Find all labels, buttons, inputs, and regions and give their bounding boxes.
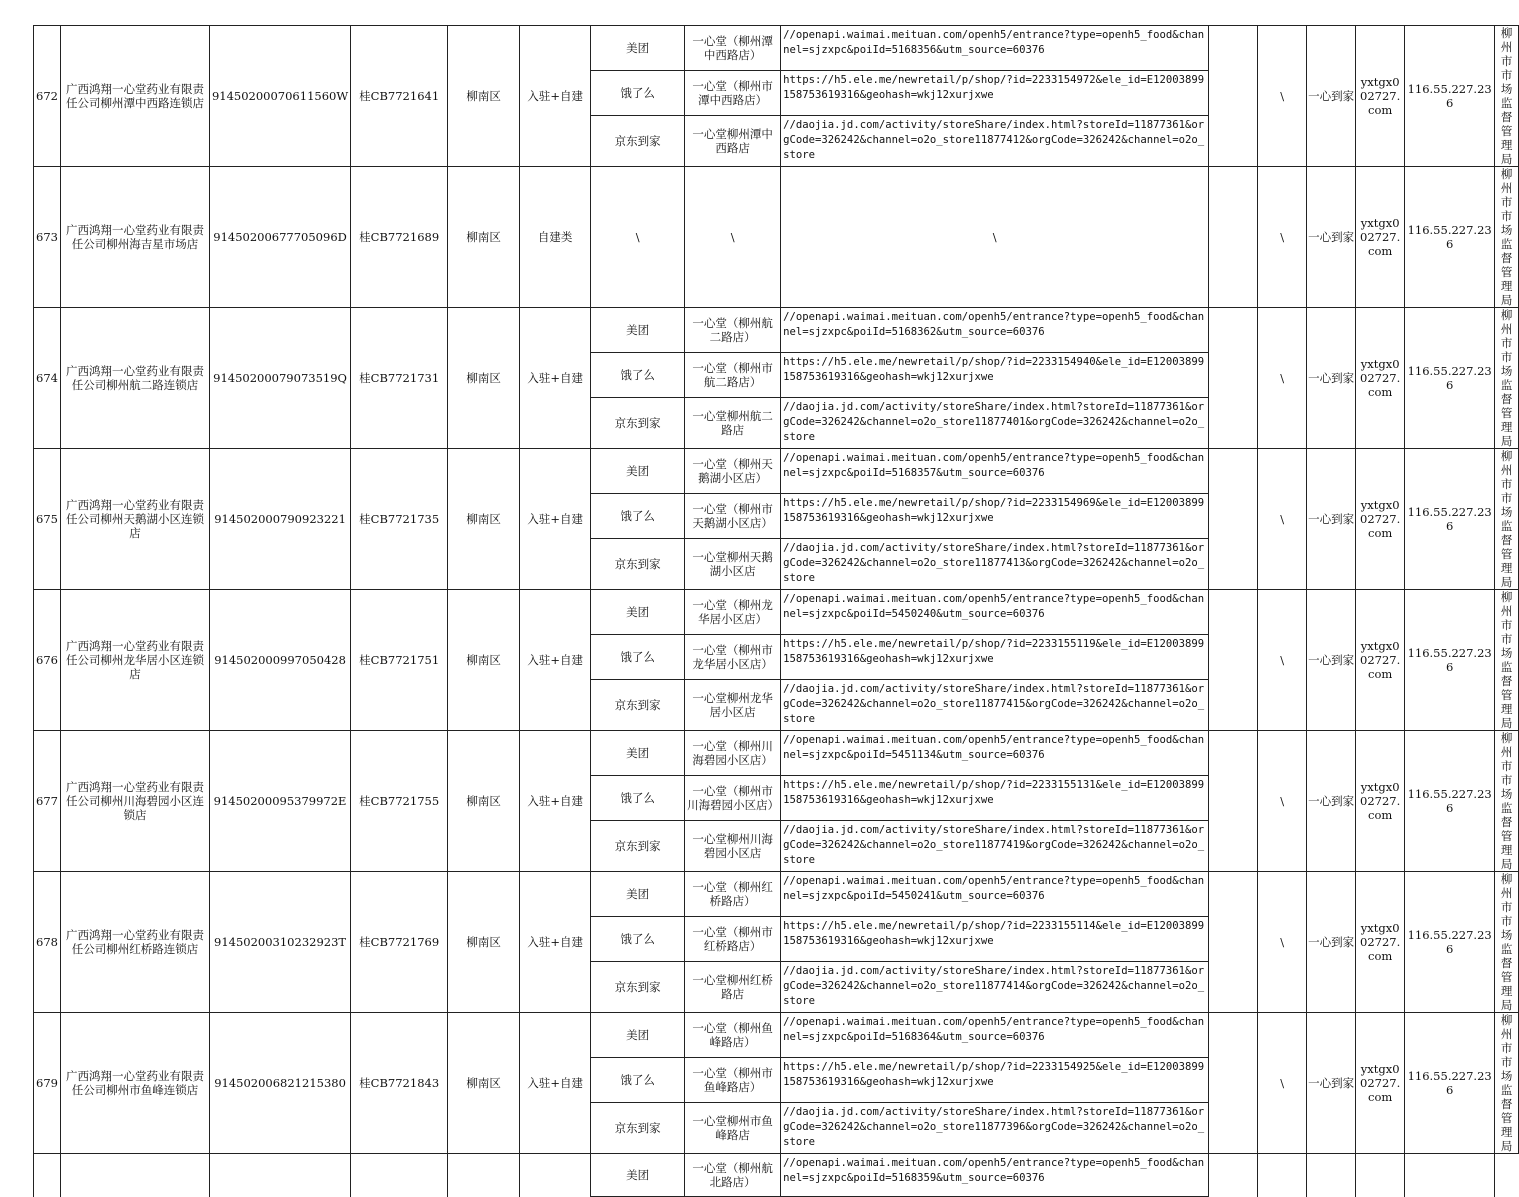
empty-cell xyxy=(1209,449,1258,590)
district: 柳南区 xyxy=(448,1013,520,1154)
ip-address: 116.55.227.236 xyxy=(1405,731,1495,872)
platform-name: 饿了么 xyxy=(591,353,685,398)
table-row xyxy=(34,308,1519,353)
platform-url: //openapi.waimai.meituan.com/openh5/entrance?type=openh5_food&channel=sjzxpc&poiId=5168357&utm_source=60376 xyxy=(781,449,1209,494)
license-number: 桂CB7721735 xyxy=(351,449,448,590)
platform-shop-name: 一心堂柳州龙华居小区店 xyxy=(685,680,781,731)
empty-cell xyxy=(351,1154,448,1197)
platform-name: 饿了么 xyxy=(591,494,685,539)
platform-shop-name: 一心堂柳州天鹅湖小区店 xyxy=(685,539,781,590)
platform-name: 美团 xyxy=(591,308,685,353)
platform-url: //openapi.waimai.meituan.com/openh5/entrance?type=openh5_food&channel=sjzxpc&poiId=5168359&utm_source=60376 xyxy=(781,1154,1209,1197)
store-registry-table xyxy=(33,25,1519,1197)
authority: 柳州市市场监督管理局 xyxy=(1495,731,1519,872)
domain: yxtgx002727.com xyxy=(1356,449,1405,590)
platform-shop-name: 一心堂（柳州市川海碧园小区店） xyxy=(685,776,781,821)
platform-url: https://h5.ele.me/newretail/p/shop/?id=2233155119&ele_id=E12003899158753619316&geohash=wkj12xurjxwe xyxy=(781,635,1209,680)
platform-name: 京东到家 xyxy=(591,539,685,590)
domain: yxtgx002727.com xyxy=(1356,26,1405,167)
credit-code: 91450200070611560W xyxy=(209,26,350,167)
platform-shop-name: 一心堂（柳州市天鹅湖小区店） xyxy=(685,494,781,539)
row-number: 676 xyxy=(34,590,61,731)
platform-shop-name: 一心堂（柳州潭中西路店） xyxy=(685,26,781,71)
operation-mode: 入驻+自建 xyxy=(520,26,591,167)
authority: 柳州市市场监督管理局 xyxy=(1495,26,1519,167)
operation-mode: 入驻+自建 xyxy=(520,731,591,872)
empty-cell xyxy=(60,1154,209,1197)
empty-cell xyxy=(520,1154,591,1197)
platform-name: 美团 xyxy=(591,590,685,635)
slash-cell: \ xyxy=(1258,26,1307,167)
company-name: 广西鸿翔一心堂药业有限责任公司柳州龙华居小区连锁店 xyxy=(60,590,209,731)
platform-name: 美团 xyxy=(591,449,685,494)
company-name: 广西鸿翔一心堂药业有限责任公司柳州航二路连锁店 xyxy=(60,308,209,449)
license-number: 桂CB7721731 xyxy=(351,308,448,449)
authority: 柳州市市场监督管理局 xyxy=(1495,167,1519,308)
platform-shop-name: 一心堂柳州市鱼峰路店 xyxy=(685,1103,781,1154)
license-number: 桂CB7721769 xyxy=(351,872,448,1013)
registry-sheet xyxy=(33,25,1519,1197)
empty-cell xyxy=(1209,1013,1258,1154)
platform-shop-name: 一心堂（柳州航北路店） xyxy=(685,1154,781,1197)
operation-mode: 入驻+自建 xyxy=(520,872,591,1013)
platform-url: //daojia.jd.com/activity/storeShare/index.html?storeId=11877361&orgCode=326242&channel=o2o_store11877414&orgCode=326242&channel=o2o_store xyxy=(781,962,1209,1013)
platform-url: https://h5.ele.me/newretail/p/shop/?id=2233154940&ele_id=E12003899158753619316&geohash=wkj12xurjxwe xyxy=(781,353,1209,398)
company-name: 广西鸿翔一心堂药业有限责任公司柳州海吉星市场店 xyxy=(60,167,209,308)
empty-cell xyxy=(1209,872,1258,1013)
app-name: 一心到家 xyxy=(1307,731,1356,872)
platform-name: 饿了么 xyxy=(591,1058,685,1103)
platform-shop-name: 一心堂（柳州红桥路店） xyxy=(685,872,781,917)
platform-url: //daojia.jd.com/activity/storeShare/index.html?storeId=11877361&orgCode=326242&channel=o2o_store11877413&orgCode=326242&channel=o2o_store xyxy=(781,539,1209,590)
domain: yxtgx002727.com xyxy=(1356,167,1405,308)
table-row-partial xyxy=(34,1154,1519,1197)
empty-cell xyxy=(209,1154,350,1197)
license-number: 桂CB7721843 xyxy=(351,1013,448,1154)
platform-shop-name: 一心堂（柳州市红桥路店） xyxy=(685,917,781,962)
slash-cell: \ xyxy=(1258,872,1307,1013)
ip-address: 116.55.227.236 xyxy=(1405,26,1495,167)
row-number: 673 xyxy=(34,167,61,308)
platform-name: 京东到家 xyxy=(591,1103,685,1154)
empty-cell xyxy=(1209,731,1258,872)
slash-cell: \ xyxy=(1258,308,1307,449)
table-row xyxy=(34,449,1519,494)
district: 柳南区 xyxy=(448,308,520,449)
platform-shop-name: \ xyxy=(685,167,781,308)
platform-name: 京东到家 xyxy=(591,398,685,449)
platform-shop-name: 一心堂（柳州龙华居小区店） xyxy=(685,590,781,635)
platform-shop-name: 一心堂（柳州市潭中西路店） xyxy=(685,71,781,116)
row-number: 678 xyxy=(34,872,61,1013)
platform-name: 京东到家 xyxy=(591,116,685,167)
district: 柳南区 xyxy=(448,872,520,1013)
license-number: 桂CB7721689 xyxy=(351,167,448,308)
row-number: 672 xyxy=(34,26,61,167)
platform-shop-name: 一心堂（柳州川海碧园小区店） xyxy=(685,731,781,776)
operation-mode: 自建类 xyxy=(520,167,591,308)
empty-cell xyxy=(1209,590,1258,731)
platform-url: https://h5.ele.me/newretail/p/shop/?id=2233155114&ele_id=E12003899158753619316&geohash=wkj12xurjxwe xyxy=(781,917,1209,962)
empty-cell xyxy=(1209,167,1258,308)
company-name: 广西鸿翔一心堂药业有限责任公司柳州市鱼峰连锁店 xyxy=(60,1013,209,1154)
platform-name: 京东到家 xyxy=(591,680,685,731)
row-number: 675 xyxy=(34,449,61,590)
app-name: 一心到家 xyxy=(1307,872,1356,1013)
table-row xyxy=(34,1013,1519,1058)
platform-url: //openapi.waimai.meituan.com/openh5/entrance?type=openh5_food&channel=sjzxpc&poiId=5450241&utm_source=60376 xyxy=(781,872,1209,917)
platform-name: 京东到家 xyxy=(591,821,685,872)
domain: yxtgx002727.com xyxy=(1356,731,1405,872)
slash-cell: \ xyxy=(1258,590,1307,731)
authority: 柳州市市场监督管理局 xyxy=(1495,449,1519,590)
license-number: 桂CB7721755 xyxy=(351,731,448,872)
table-row xyxy=(34,731,1519,776)
ip-address: 116.55.227.236 xyxy=(1405,308,1495,449)
table-row xyxy=(34,167,1519,308)
authority: 柳州市市场监督管理局 xyxy=(1495,590,1519,731)
app-name: 一心到家 xyxy=(1307,167,1356,308)
ip-address: 116.55.227.236 xyxy=(1405,1013,1495,1154)
empty-cell xyxy=(1356,1154,1405,1197)
platform-shop-name: 一心堂柳州潭中西路店 xyxy=(685,116,781,167)
platform-url: //daojia.jd.com/activity/storeShare/index.html?storeId=11877361&orgCode=326242&channel=o2o_store11877419&orgCode=326242&channel=o2o_store xyxy=(781,821,1209,872)
platform-shop-name: 一心堂柳州航二路店 xyxy=(685,398,781,449)
ip-address: 116.55.227.236 xyxy=(1405,449,1495,590)
platform-url: https://h5.ele.me/newretail/p/shop/?id=2233154972&ele_id=E12003899158753619316&geohash=wkj12xurjxwe xyxy=(781,71,1209,116)
ip-address: 116.55.227.236 xyxy=(1405,872,1495,1013)
platform-url: //openapi.waimai.meituan.com/openh5/entrance?type=openh5_food&channel=sjzxpc&poiId=5451134&utm_source=60376 xyxy=(781,731,1209,776)
company-name: 广西鸿翔一心堂药业有限责任公司柳州潭中西路连锁店 xyxy=(60,26,209,167)
table-row xyxy=(34,872,1519,917)
domain: yxtgx002727.com xyxy=(1356,1013,1405,1154)
platform-name: 饿了么 xyxy=(591,635,685,680)
company-name: 广西鸿翔一心堂药业有限责任公司柳州天鹅湖小区连锁店 xyxy=(60,449,209,590)
platform-name: 饿了么 xyxy=(591,776,685,821)
row-number: 677 xyxy=(34,731,61,872)
empty-cell xyxy=(1209,1154,1258,1197)
platform-name: 美团 xyxy=(591,1013,685,1058)
operation-mode: 入驻+自建 xyxy=(520,590,591,731)
platform-url: //openapi.waimai.meituan.com/openh5/entrance?type=openh5_food&channel=sjzxpc&poiId=5168356&utm_source=60376 xyxy=(781,26,1209,71)
district: 柳南区 xyxy=(448,590,520,731)
platform-shop-name: 一心堂（柳州航二路店） xyxy=(685,308,781,353)
platform-name: 饿了么 xyxy=(591,917,685,962)
table-row xyxy=(34,590,1519,635)
platform-shop-name: 一心堂（柳州市航二路店） xyxy=(685,353,781,398)
platform-url: https://h5.ele.me/newretail/p/shop/?id=2233155131&ele_id=E12003899158753619316&geohash=wkj12xurjxwe xyxy=(781,776,1209,821)
platform-name: 饿了么 xyxy=(591,71,685,116)
platform-url: https://h5.ele.me/newretail/p/shop/?id=2233154925&ele_id=E12003899158753619316&geohash=wkj12xurjxwe xyxy=(781,1058,1209,1103)
credit-code: 914502000790923221 xyxy=(209,449,350,590)
credit-code: 914502000997050428 xyxy=(209,590,350,731)
district: 柳南区 xyxy=(448,167,520,308)
empty-cell xyxy=(1209,308,1258,449)
credit-code: 91450200677705096D xyxy=(209,167,350,308)
platform-shop-name: 一心堂（柳州鱼峰路店） xyxy=(685,1013,781,1058)
empty-cell xyxy=(1258,1154,1307,1197)
platform-url: //openapi.waimai.meituan.com/openh5/entrance?type=openh5_food&channel=sjzxpc&poiId=5168364&utm_source=60376 xyxy=(781,1013,1209,1058)
credit-code: 914502006821215380 xyxy=(209,1013,350,1154)
operation-mode: 入驻+自建 xyxy=(520,449,591,590)
app-name: 一心到家 xyxy=(1307,1013,1356,1154)
platform-shop-name: 一心堂（柳州天鹅湖小区店） xyxy=(685,449,781,494)
platform-url: //daojia.jd.com/activity/storeShare/index.html?storeId=11877361&orgCode=326242&channel=o2o_store11877396&orgCode=326242&channel=o2o_store xyxy=(781,1103,1209,1154)
platform-url: //daojia.jd.com/activity/storeShare/index.html?storeId=11877361&orgCode=326242&channel=o2o_store11877412&orgCode=326242&channel=o2o_store xyxy=(781,116,1209,167)
empty-cell xyxy=(1307,1154,1356,1197)
platform-url: \ xyxy=(781,167,1209,308)
district: 柳南区 xyxy=(448,731,520,872)
authority: 柳州市市场监督管理局 xyxy=(1495,872,1519,1013)
platform-name: \ xyxy=(591,167,685,308)
domain: yxtgx002727.com xyxy=(1356,308,1405,449)
app-name: 一心到家 xyxy=(1307,308,1356,449)
platform-name: 京东到家 xyxy=(591,962,685,1013)
platform-url: https://h5.ele.me/newretail/p/shop/?id=2233154969&ele_id=E12003899158753619316&geohash=wkj12xurjxwe xyxy=(781,494,1209,539)
slash-cell: \ xyxy=(1258,731,1307,872)
platform-shop-name: 一心堂（柳州市鱼峰路店） xyxy=(685,1058,781,1103)
platform-url: //openapi.waimai.meituan.com/openh5/entrance?type=openh5_food&channel=sjzxpc&poiId=5450240&utm_source=60376 xyxy=(781,590,1209,635)
district: 柳南区 xyxy=(448,26,520,167)
row-number: 679 xyxy=(34,1013,61,1154)
platform-name: 美团 xyxy=(591,26,685,71)
credit-code: 91450200310232923T xyxy=(209,872,350,1013)
company-name: 广西鸿翔一心堂药业有限责任公司柳州川海碧园小区连锁店 xyxy=(60,731,209,872)
operation-mode: 入驻+自建 xyxy=(520,308,591,449)
authority: 柳州市市场监督管理局 xyxy=(1495,1013,1519,1154)
platform-shop-name: 一心堂（柳州市龙华居小区店） xyxy=(685,635,781,680)
credit-code: 91450200095379972E xyxy=(209,731,350,872)
ip-address: 116.55.227.236 xyxy=(1405,590,1495,731)
empty-cell xyxy=(448,1154,520,1197)
row-number: 674 xyxy=(34,308,61,449)
domain: yxtgx002727.com xyxy=(1356,872,1405,1013)
ip-address: 116.55.227.236 xyxy=(1405,167,1495,308)
app-name: 一心到家 xyxy=(1307,449,1356,590)
domain: yxtgx002727.com xyxy=(1356,590,1405,731)
empty-cell xyxy=(34,1154,61,1197)
platform-url: //daojia.jd.com/activity/storeShare/index.html?storeId=11877361&orgCode=326242&channel=o2o_store11877415&orgCode=326242&channel=o2o_store xyxy=(781,680,1209,731)
platform-name: 美团 xyxy=(591,731,685,776)
platform-url: //openapi.waimai.meituan.com/openh5/entrance?type=openh5_food&channel=sjzxpc&poiId=5168362&utm_source=60376 xyxy=(781,308,1209,353)
empty-cell xyxy=(1405,1154,1495,1197)
empty-cell xyxy=(1209,26,1258,167)
app-name: 一心到家 xyxy=(1307,590,1356,731)
company-name: 广西鸿翔一心堂药业有限责任公司柳州红桥路连锁店 xyxy=(60,872,209,1013)
authority: 柳州市市场监督管理局 xyxy=(1495,308,1519,449)
platform-shop-name: 一心堂柳州红桥路店 xyxy=(685,962,781,1013)
license-number: 桂CB7721751 xyxy=(351,590,448,731)
district: 柳南区 xyxy=(448,449,520,590)
app-name: 一心到家 xyxy=(1307,26,1356,167)
platform-name: 美团 xyxy=(591,1154,685,1197)
slash-cell: \ xyxy=(1258,449,1307,590)
credit-code: 91450200079073519Q xyxy=(209,308,350,449)
slash-cell: \ xyxy=(1258,1013,1307,1154)
platform-shop-name: 一心堂柳州川海碧园小区店 xyxy=(685,821,781,872)
operation-mode: 入驻+自建 xyxy=(520,1013,591,1154)
license-number: 桂CB7721641 xyxy=(351,26,448,167)
table-row xyxy=(34,26,1519,71)
platform-url: //daojia.jd.com/activity/storeShare/index.html?storeId=11877361&orgCode=326242&channel=o2o_store11877401&orgCode=326242&channel=o2o_store xyxy=(781,398,1209,449)
slash-cell: \ xyxy=(1258,167,1307,308)
platform-name: 美团 xyxy=(591,872,685,917)
